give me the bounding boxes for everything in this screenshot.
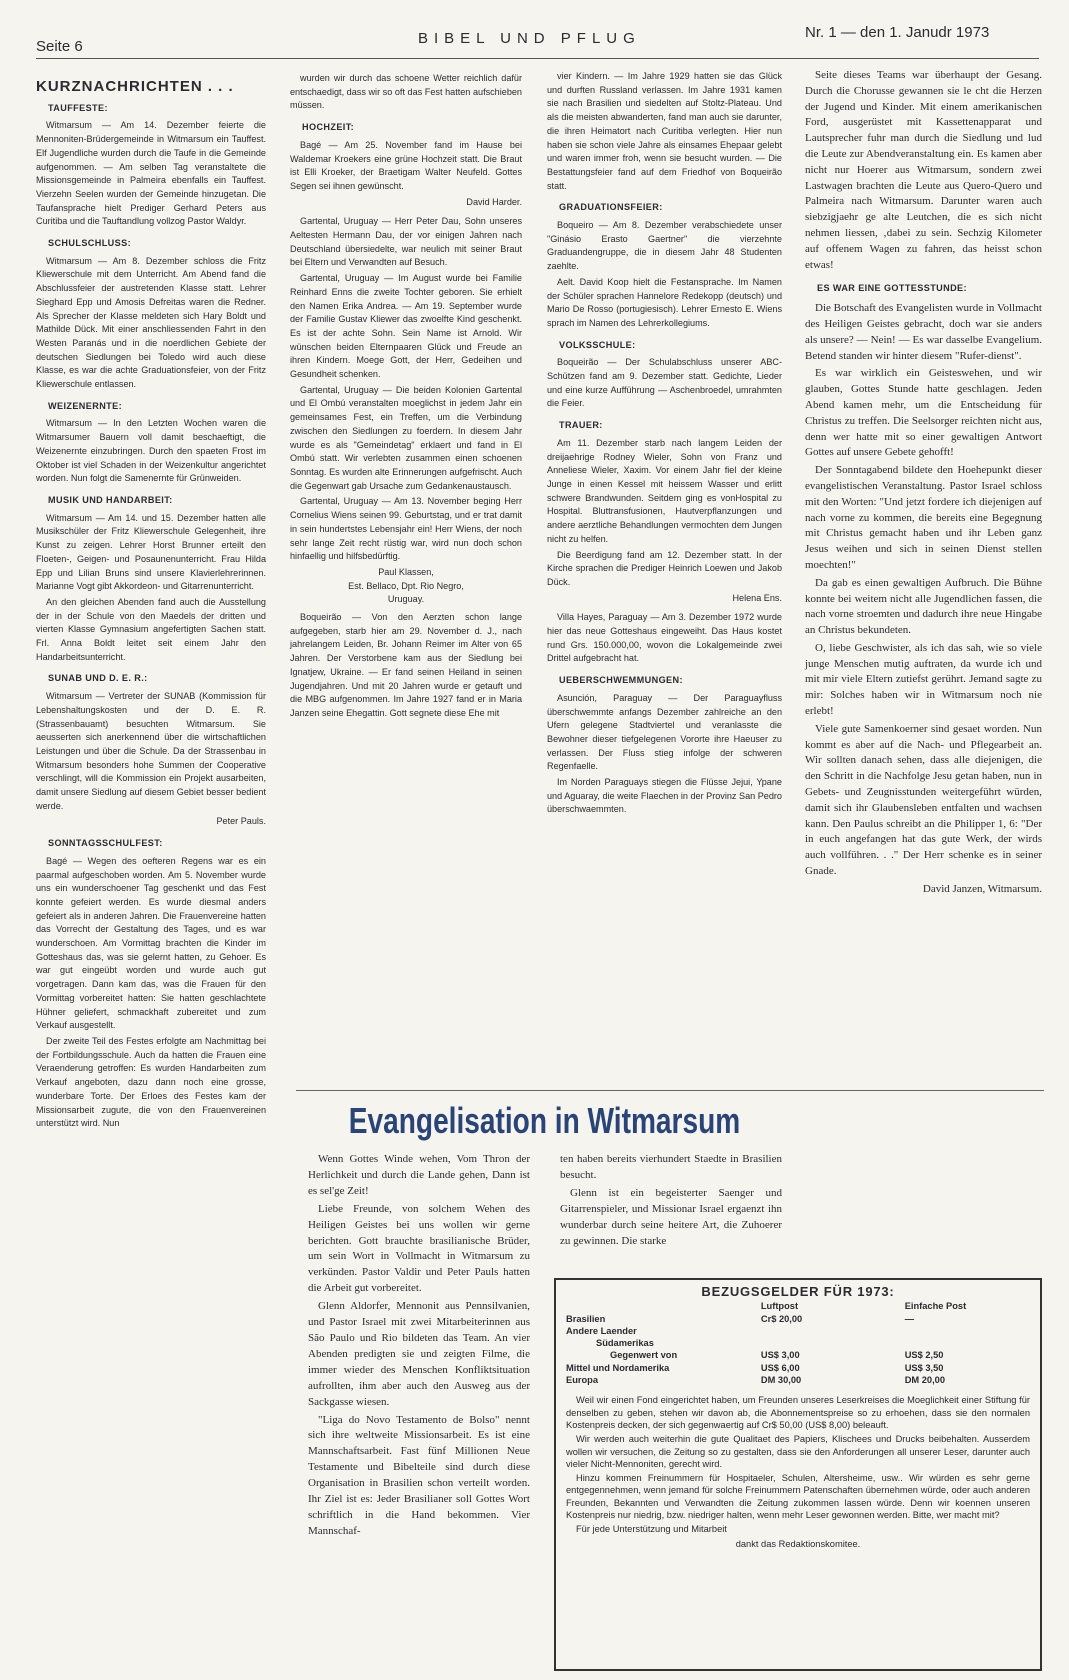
fees-einfache: — <box>904 1313 914 1324</box>
newspaper-title: BIBEL UND PFLUG <box>418 30 641 47</box>
article-paragraph: ten haben bereits vierhundert Staedte in Brasilien besucht. <box>560 1153 782 1181</box>
fees-paragraph: Hinzu kommen Freinummern für Hospitaeler, Schulen, Altersheime, usw.. Wir würden es sehr gerne entgegennehmen, wenn jemand für solche Freinummern Patenschaften übernehmen würde, oder auch anderen Freunden, Bekannten und Verwandten die Zeitung zukommen lassen würde. Denn wir koennen unseren Kostenpreis nur niedrig, bzw. niedriger halten, wenn mehr Leser gewonnen werden. Bitte, wer macht mit? <box>566 1473 1030 1521</box>
table-row <box>566 1362 1030 1374</box>
fees-region: Europa <box>566 1375 599 1386</box>
fees-region: Mittel und Nordamerika <box>566 1362 670 1373</box>
heading-trauer: TRAUER: <box>559 420 603 431</box>
article-villa-hayes: Villa Hayes, Paraguay — Am 3. Dezember 1972 wurde hier das neue Gotteshaus eingeweiht. Das Haus kostet rund Grs. 150.000,00, wovon die Lokalgemeinde zwei Drittel aufgebracht hat. <box>547 612 782 664</box>
fees-header-luftpost: Luftpost <box>760 1301 799 1312</box>
article-boqueirao: Boqueirão — Von den Aerzten schon lange aufgegeben, starb hier am 29. November d. J., nach jahrelangem Leiden, Br. Johann Reimer im Alter von 65 Jahren. Der Verstorbene kam aus der Siedlung bei Ignatjew, Ukraine. — Er fand seinen Heiland in seinen Jugendjahren. Und mit 20 Jahren wurde er getauft und die MBG aufgenommen. Im Jahre 1927 fand er in Maria Janzen seine Ehegattin. Gott segnete diese Ehe mit <box>290 612 522 718</box>
fees-header-einfache: Einfache Post <box>904 1301 967 1312</box>
article-sunab: Witmarsum — Vertreter der SUNAB (Kommission für Lebenshaltungskosten und der D. E. R. (Strassenbauamt) besuchten Witmarsum. Sie aeusserten sich anerkennend über die wirtschaftlichen Leistungen und über die Schule. Da der Strassenbau in Witmarsum besonders hohe Summen der Cooperative verschlingt, will die Kommission ein Projekt ausarbeiten, damit unsere Siedlung auf diesem Gebiet besser bedient werde. <box>36 691 266 811</box>
article-paragraph: Seite dieses Teams war überhaupt der Gesang. Durch die Chorusse gewannen sie le cht die Herzen der Jugend und Kinder. Mit einem amerikanischen Ford, ausgerüstet mit Kassettenapparat und Lautsprecher fuhr man durch die Siedlung und lud die Leute zur Abendveranstaltung ein. Es kamen aber nicht nur Hoerer aus Witmarsum, sondern zwei Lastwagen brachten die Leute aus Quero-Quero und Palmeira nach Witmarsum. Darunter waren auch siebzigjaehr ge alte Leutchen, die es sich nicht nehmen liessen, ‚dabei zu sein. Sechzig Kilometer auf offenem Wagen zu fahren, das heisst schon etwas! <box>805 69 1042 271</box>
article-paragraph: O, liebe Geschwister, als ich das sah, wie so viele junge Menschen mutig auftraten, da wurde ich und mit mir viele Eltern zutiefst gerührt. Jemand sagte zu mir: Solches haben wir in Witmarsum noch nie erlebt! <box>805 641 1042 718</box>
article-continuation: wurden wir durch das schoene Wetter reichlich dafür entschaedigt, dass wir so oft das Fest hatten aufschieben müssen. <box>290 73 522 111</box>
article-ueberschwemmungen-2: Im Norden Paraguays stiegen die Flüsse Jejui, Ypane und Aguaray, die weite Flaechen in der Provinz San Pedro überschwaemmten. <box>547 777 782 815</box>
fees-table <box>566 1300 1030 1386</box>
article-sonntagsschulfest-1: Bagé — Wegen des oefteren Regens war es ein paarmal aufgeschoben worden. Am 5. November wurde uns ein wunderschoener Tag geschenkt und das Fest konnte gefeiert werden. Es wurde diesmal anders gefeiert als in anderen Jahren. Die Frauenvereine hatten das Vorrecht der Gestaltung des Tages, und es war wunderschoen. Am Vormittag brachten die Kinder im Gotteshaus das, was sie gelernt hatten, zu Gehoer. Es war gut eingeübt worden und wurde auch gut vorgetragen. Dann kam das, was die Frauen für den Vormittag vorbereitet hatten: Sie hatten geschlachtete Hühner geliefert, schmackhaft zubereitet und zum Verkauf ausgestellt. <box>36 855 266 1031</box>
header-rule <box>36 58 1039 59</box>
fees-einfache <box>905 1325 1030 1337</box>
table-row <box>566 1374 1030 1386</box>
article-sonntagsschulfest-2: Der zweite Teil des Festes erfolgte am Nachmittag bei der Fortbildungsschule. Auch da hatten die Frauen eine Veraenderung getroffen: Es wurden Handarbeiten zum Verkauf angeboten, dazu dann noch eine grosse, wunderbare Torte. Der Erloes des Festes kam der Missionsarbeit zugute, die von den Frauenvereinen unterstützt wird. Nun <box>36 1036 266 1129</box>
fees-header-region <box>566 1300 761 1312</box>
headline-rule <box>296 1090 1044 1091</box>
table-row <box>566 1325 1030 1337</box>
evangelisation-column-1 <box>308 1152 530 1542</box>
signature-trauer: Helena Ens. <box>732 592 782 603</box>
table-row <box>566 1349 1030 1361</box>
page-number: Seite 6 <box>36 38 83 55</box>
column-4 <box>805 68 1042 904</box>
heading-gottesstunde: ES WAR EINE GOTTESSTUNDE: <box>817 283 967 294</box>
column-1 <box>36 76 266 1133</box>
article-graduationsfeier-1: Boqueiro — Am 8. Dezember verabschiedete unser "Ginásio Erasto Gaertner" die vierzehnte Graduandengruppe, die in diesem Jahr 48 Studenten zaehlte. <box>547 220 782 272</box>
article-gartental-3: Gartental, Uruguay — Die beiden Kolonien Gartental und El Ombú veranstalten moeglichst in jedem Jahr ein gemeinsames Fest, ein Treffen, um die Verbindung zwischen den Siedlungen zu foerdern. In diesem Jahr wurde es als "Gemeindetag" erklaert und fand in El Ombú statt. Wir verlebten zusammen einen schoenen Sonntag. Es wurden alte Erinnerungen aufgefrischt. Auch die Gegenwart gab Ursache zum Gedankenaustausch. <box>290 384 522 491</box>
article-weizenernte: Witmarsum — In den Letzten Wochen waren die Witmarsumer Bauern voll damit beschaeftigt, die Weizenernte einzubringen. Durch den spaeten Frost im Oktober ist viel Schaden in der Weizenkultur angerichtet worden. Nun folgt die Samenernte für Grünweiden. <box>36 418 266 484</box>
article-musik-1: Witmarsum — Am 14. und 15. Dezember hatten alle Musikschüler der Fritz Kliewerschule Gelegenheit, ihre Kunst zu zeigen. Lehrer Horst Brunner erteilt den Floeten-, Geigen- und Posaunenunterricht. Frau Hilda Epp und Lilian Bruns sind unsere Klavierlehrerinnen. Marianne Vogt gibt Akkordeon- und Gitarrenunterricht. <box>36 512 266 592</box>
article-ueberschwemmungen-1: Asunción, Paraguay — Der Paraguayfluss überschwemmte anfangs Dezember zahlreiche an den Ufern gelegene Stadtviertel und veranlasste die Bewohner dieser tiefgelegenen Vororte ihre Haeuser zu verlassen. Der Fluss stieg infolge der schweren Regenfaelle. <box>547 692 782 772</box>
heading-hochzeit: HOCHZEIT: <box>302 122 355 133</box>
article-continuation: vier Kindern. — Im Jahre 1929 hatten sie das Glück und durften Russland verlassen. Im Jahre 1931 kamen sie nach Brasilien und siedelten auf Stoltz-Plateau. Und als die meisten abwanderten, fand man auch sie darunter, die ihren Heimatort nach Curitiba verlegten. Hier nun haben sie schon viele Jahre als einsames Ehepaar gelebt und waren immer froh, wenn sie besucht wurden. — Die Bestattungsfeier fand auf dem Friedhof von Boqueirão statt. <box>547 71 782 191</box>
fees-luftpost <box>761 1337 905 1349</box>
article-schulschluss: Witmarsum — Am 8. Dezember schloss die Fritz Kliewerschule mit dem Unterricht. Am Abend fand die Abschlussfeier der austretenden Klasse statt. Lehrer Sieghard Epp und Amosis Defreitas waren die Redner. Als Sprecher der Klasse meldeten sich Hary Boldt und Mathilde Dück. Mit einer anschliessenden Fahrt in den Westen Paranás und in die noerdlichen Gebiete der deutschen Siedlungen bei Toledo wird auch diese Klasse, es war die achte Graduationsfeier, von der Fritz Kliewerschule entlassen. <box>36 255 266 390</box>
heading-musik: MUSIK UND HANDARBEIT: <box>48 494 173 505</box>
heading-sunab: SUNAB UND D. E. R.: <box>48 673 148 684</box>
article-paragraph: Da gab es einen gewaltigen Aufbruch. Die Bühne konnte bei weitem nicht alle Jugendlichen fassen, die nach vorne stroemten und dadurch ihre neue Hingabe an Christus bekundeten. <box>805 576 1042 637</box>
fees-luftpost <box>761 1325 905 1337</box>
article-paragraph: Die Botschaft des Evangelisten wurde in Vollmacht des Heiligen Geistes gebracht, doch war sie anders als unsere? — Nein! — Es war dasselbe Evangelium. Betend standen wir hinter diesem "Rufer-dienst". <box>805 302 1042 362</box>
fees-paragraph: Wir werden auch weiterhin die gute Qualitaet des Papiers, Klischees und Drucks beibehalten. Ausserdem wollen wir versuchen, die Zeitung so zu gestalten, dass sie den Anforderungen all unserer Leser, darunter auch vieler Nicht-Mennoniten, gerecht wird. <box>566 1434 1030 1469</box>
fees-region: Andere Laender <box>566 1325 637 1336</box>
heading-weizenernte: WEIZENERNTE: <box>48 400 123 411</box>
fees-region: Gegenwert von <box>610 1350 678 1361</box>
heading-graduationsfeier: GRADUATIONSFEIER: <box>559 202 663 213</box>
article-musik-2: An den gleichen Abenden fand auch die Ausstellung der in der Schule von den Maedels der dritten und vierten Klasse Gymnasium angefertigten Sachen statt. Frl. Anna Boldt leitet seit einem Jahr den Handarbeitsunterricht. <box>36 596 266 662</box>
article-paragraph: Es war wirklich ein Geisteswehen, und wir glauben, Gottes Stunde hatte geschlagen. Jeden Abend kamen mehr, um die Entscheidung für Christus zu treffen. Die Seelsorger reichten nicht aus, denn wer hatte mit so einer gewaltigen Antwort Gottes auf unsere Gebete gehofft! <box>805 367 1042 459</box>
table-row <box>566 1313 1030 1325</box>
fees-einfache: DM 20,00 <box>904 1375 946 1386</box>
headline-evangelisation: Evangelisation in Witmarsum <box>348 1100 741 1141</box>
fees-signature: dankt das Redaktionskomitee. <box>735 1538 861 1549</box>
fees-paragraph: Weil wir einen Fond eingerichtet haben, um Freunden unseres Leserkreises die Moeglichkeit einer Stiftung für denselben zu geben, stehen wir davon ab, die Abonnementspreise so zu erhoehen, dass sie den normalen Kostenpreis decken, der sich gegenwaertig auf Cr$ 50,00 (US$ 8,00) beleauft. <box>566 1395 1030 1430</box>
fees-luftpost: DM 30,00 <box>760 1375 802 1386</box>
heading-volksschule: VOLKSSCHULE: <box>559 339 636 350</box>
signature-sunab: Peter Pauls. <box>216 816 266 827</box>
fees-region: Brasilien <box>566 1313 606 1324</box>
article-tauffeste: Witmarsum — Am 14. Dezember feierte die Mennoniten-Brüdergemeinde in Witmarsum ein Tauffest. Elf Jugendliche wurden durch die Taufe in die Gemeinde aufgenommen. — Am selben Tag veranstaltete die Missionsgemeinde in Palmeira ebenfalls ein Tauffest. Vierzehn Seelen wurden der Gemeinde hinzugetan. Die Taufansprache hielt Prediger Gerhard Peters aus Curitiba und die Tauftandlung vollzog Pastor Waldyr. <box>36 120 266 227</box>
column-3 <box>547 70 782 819</box>
column-2 <box>290 72 522 723</box>
article-paragraph: Viele gute Samenkoerner sind gesaet worden. Nun kommt es aber auf die Nach- und Pflegearbeit an. Wir sollten danach sehen, dass alle diejenigen, die den Schritt in die Nachfolge Jesu getan haben, nun in Gebets- und Zeugnisstunden weitergeführt würden, damit sich ihr Glaubensleben entfalten und wachsen kann. Den Paulus schreibt an die Philipper 1, 6: "Der in euch angefangen hat das gute Werk, der wirds auch vollführen. . ." Der Herr schenke es in seiner Gnade. <box>805 722 1042 878</box>
article-gartental-4: Gartental, Uruguay — Am 13. November beging Herr Cornelius Wiens seinen 99. Geburtstag, und er trat damit in sein hundertstes Lebensjahr ein! Herr Wiens, der noch sehr lange Zeit recht rüstig war, wird nun doch schon hinfaellig und hilfsbedürftig. <box>290 496 522 562</box>
signature-hochzeit: David Harder. <box>466 196 522 207</box>
article-paragraph: Glenn Aldorfer, Mennonit aus Pennsilvanien, und Pastor Israel mit zwei Mitarbeiterinnen aus São Paulo und Rio bildeten das Team. An vier Abenden predigten sie und zeigten Filme, die immer wieder des Menschen Konfliktsituation aufrollten, ihm aber auch den Ausweg aus der Sackgasse wiesen. <box>308 1300 530 1408</box>
fees-title: BEZUGSGELDER FÜR 1973: <box>701 1284 895 1299</box>
signature-evangelisation: David Janzen, Witmarsum. <box>922 882 1042 895</box>
article-graduationsfeier-2: Aelt. David Koop hielt die Festansprache. Im Namen der Schüler sprachen Hannelore Redekopp (deutsch) und Mario De Rosso (portugiesisch). Lehrer Ernesto E. Wiens sprach im Namen des Lehrerkollegiums. <box>547 276 782 328</box>
fees-luftpost: Cr$ 20,00 <box>760 1313 803 1324</box>
section-title: KURZNACHRICHTEN . . . <box>36 78 234 95</box>
article-gartental-2: Gartental, Uruguay — Im August wurde bei Familie Reinhard Enns die zweite Tochter geboren. Sie erhielt den Namen Erika Andrea. — Am 19. September wurde der Familie Gustav Kliewer das zwoelfte Kind geschenkt. Es ist der achte Sohn. Sein Name ist Arnold. Wir wünschen beiden Elternpaaren Glück und Freude an ihren Kindern. Moege Gott, der Herr, Gedeihen und Gesundheit schenken. <box>290 273 522 380</box>
article-gartental-1: Gartental, Uruguay — Herr Peter Dau, Sohn unseres Aeltesten Hermann Dau, der vor einigen Jahren nach Deutschland übersiedelte, war neulich mit seiner Braut bei Eltern und Verwandten auf Besuch. <box>290 216 522 268</box>
poem-verse: Wenn Gottes Winde wehen, Vom Thron der Herlichkeit und durch die Lande gehen, Dann ist es sel'ge Zeit! <box>308 1153 530 1197</box>
article-paragraph: Glenn ist ein begeisterter Saenger und Gitarrenspieler, und Missionar Israel ergaenzt ihn wunderbar durch seine heitere Art, die Zuhoerer zu gewinnen. Die starke <box>560 1186 782 1247</box>
subscription-fees-box <box>554 1278 1042 1671</box>
fees-region: Südamerikas <box>596 1338 654 1349</box>
fees-luftpost: US$ 6,00 <box>760 1362 800 1373</box>
signature-line: Uruguay. <box>387 594 425 605</box>
article-paragraph: "Liga do Novo Testamento de Bolso" nennt sich ihre weltweite Missionsarbeit. Es ist eine Mannschaftsarbeit. Fast fünf Millionen Neue Testamente und Bibelteile sind durch diese Organisation in Brasilien schon verteilt worden. Ihr Ziel ist es: Jeder Brasilianer soll Gottes Wort schriftlich in die Hand bekommen. Vier Mannschaf- <box>308 1413 530 1537</box>
table-row <box>566 1337 1030 1349</box>
issue-date: Nr. 1 — den 1. Janudr 1973 <box>805 24 990 41</box>
fees-paragraph: Für jede Unterstützung und Mitarbeit <box>576 1524 727 1535</box>
fees-einfache <box>905 1337 1030 1349</box>
fees-einfache: US$ 2,50 <box>904 1350 944 1361</box>
fees-einfache: US$ 3,50 <box>904 1362 944 1373</box>
signature-line: Est. Bellaco, Dpt. Rio Negro, <box>348 580 464 591</box>
article-volksschule: Boqueirão — Der Schulabschluss unserer ABC-Schützen fand am 9. Dezember statt. Gedichte, Lieder und eine kurze Aufführung — Aschenbroedel, umrahmten die Feier. <box>547 357 782 409</box>
heading-tauffeste: TAUFFESTE: <box>48 102 108 113</box>
evangelisation-column-2 <box>560 1152 782 1251</box>
article-paragraph: Der Sonntagabend bildete den Hoehepunkt dieser evangelistischen Veranstaltung. Pastor Israel schloss mit den Worten: "Und jetzt fordere ich diejenigen auf nach vorne zu kommen, die bereits eine Begegnung mit Christus gemacht haben und ihr Leben ganz Jesus weihen und sich in seinen Dienst stellen moechten!" <box>805 464 1042 571</box>
fees-luftpost: US$ 3,00 <box>760 1350 800 1361</box>
heading-sonntagsschulfest: SONNTAGSSCHULFEST: <box>48 838 163 849</box>
article-hochzeit: Bagé — Am 25. November fand im Hause bei Waldemar Kroekers eine grüne Hochzeit statt. Die Braut ist Elli Kroeker, der Braetigam Walter Neufeld. Gottes Segen sei ihnen gewünscht. <box>290 139 522 191</box>
article-paragraph: Liebe Freunde, von solchem Wehen des Heiligen Geistes bei uns wollen wir gerne berichten. Gott brauchte brasilianische Brüder, um sein Wort in Vollmacht in Witmarsum zu verkünden. Pastor Valdir und Peter Pauls hatten die Arbeit gut vorbereitet. <box>308 1202 530 1295</box>
signature-line: Paul Klassen, <box>378 566 434 577</box>
heading-schulschluss: SCHULSCHLUSS: <box>48 238 132 249</box>
heading-ueberschwemmungen: UEBERSCHWEMMUNGEN: <box>559 675 683 686</box>
article-trauer-1: Am 11. Dezember starb nach langem Leiden der dreijaehrige Rodney Wieler, Sohn von Franz und Anneliese Wieler, Xaxim. Vor einem Jahr fiel der kleine Junge in einen Kessel mit heissem Wasser und erlitt schwere Brandwunden. Seitdem ging es vonHospital zu Hospital. Bluttransfusionen, Hautverpflanzungen und andere aerztliche Behandlungen vermochten dem Jungen nicht zu helfen. <box>547 437 782 544</box>
article-trauer-2: Die Beerdigung fand am 12. Dezember statt. In der Kirche sprachen die Prediger Heinrich Loewen und Jakob Dück. <box>547 549 782 587</box>
